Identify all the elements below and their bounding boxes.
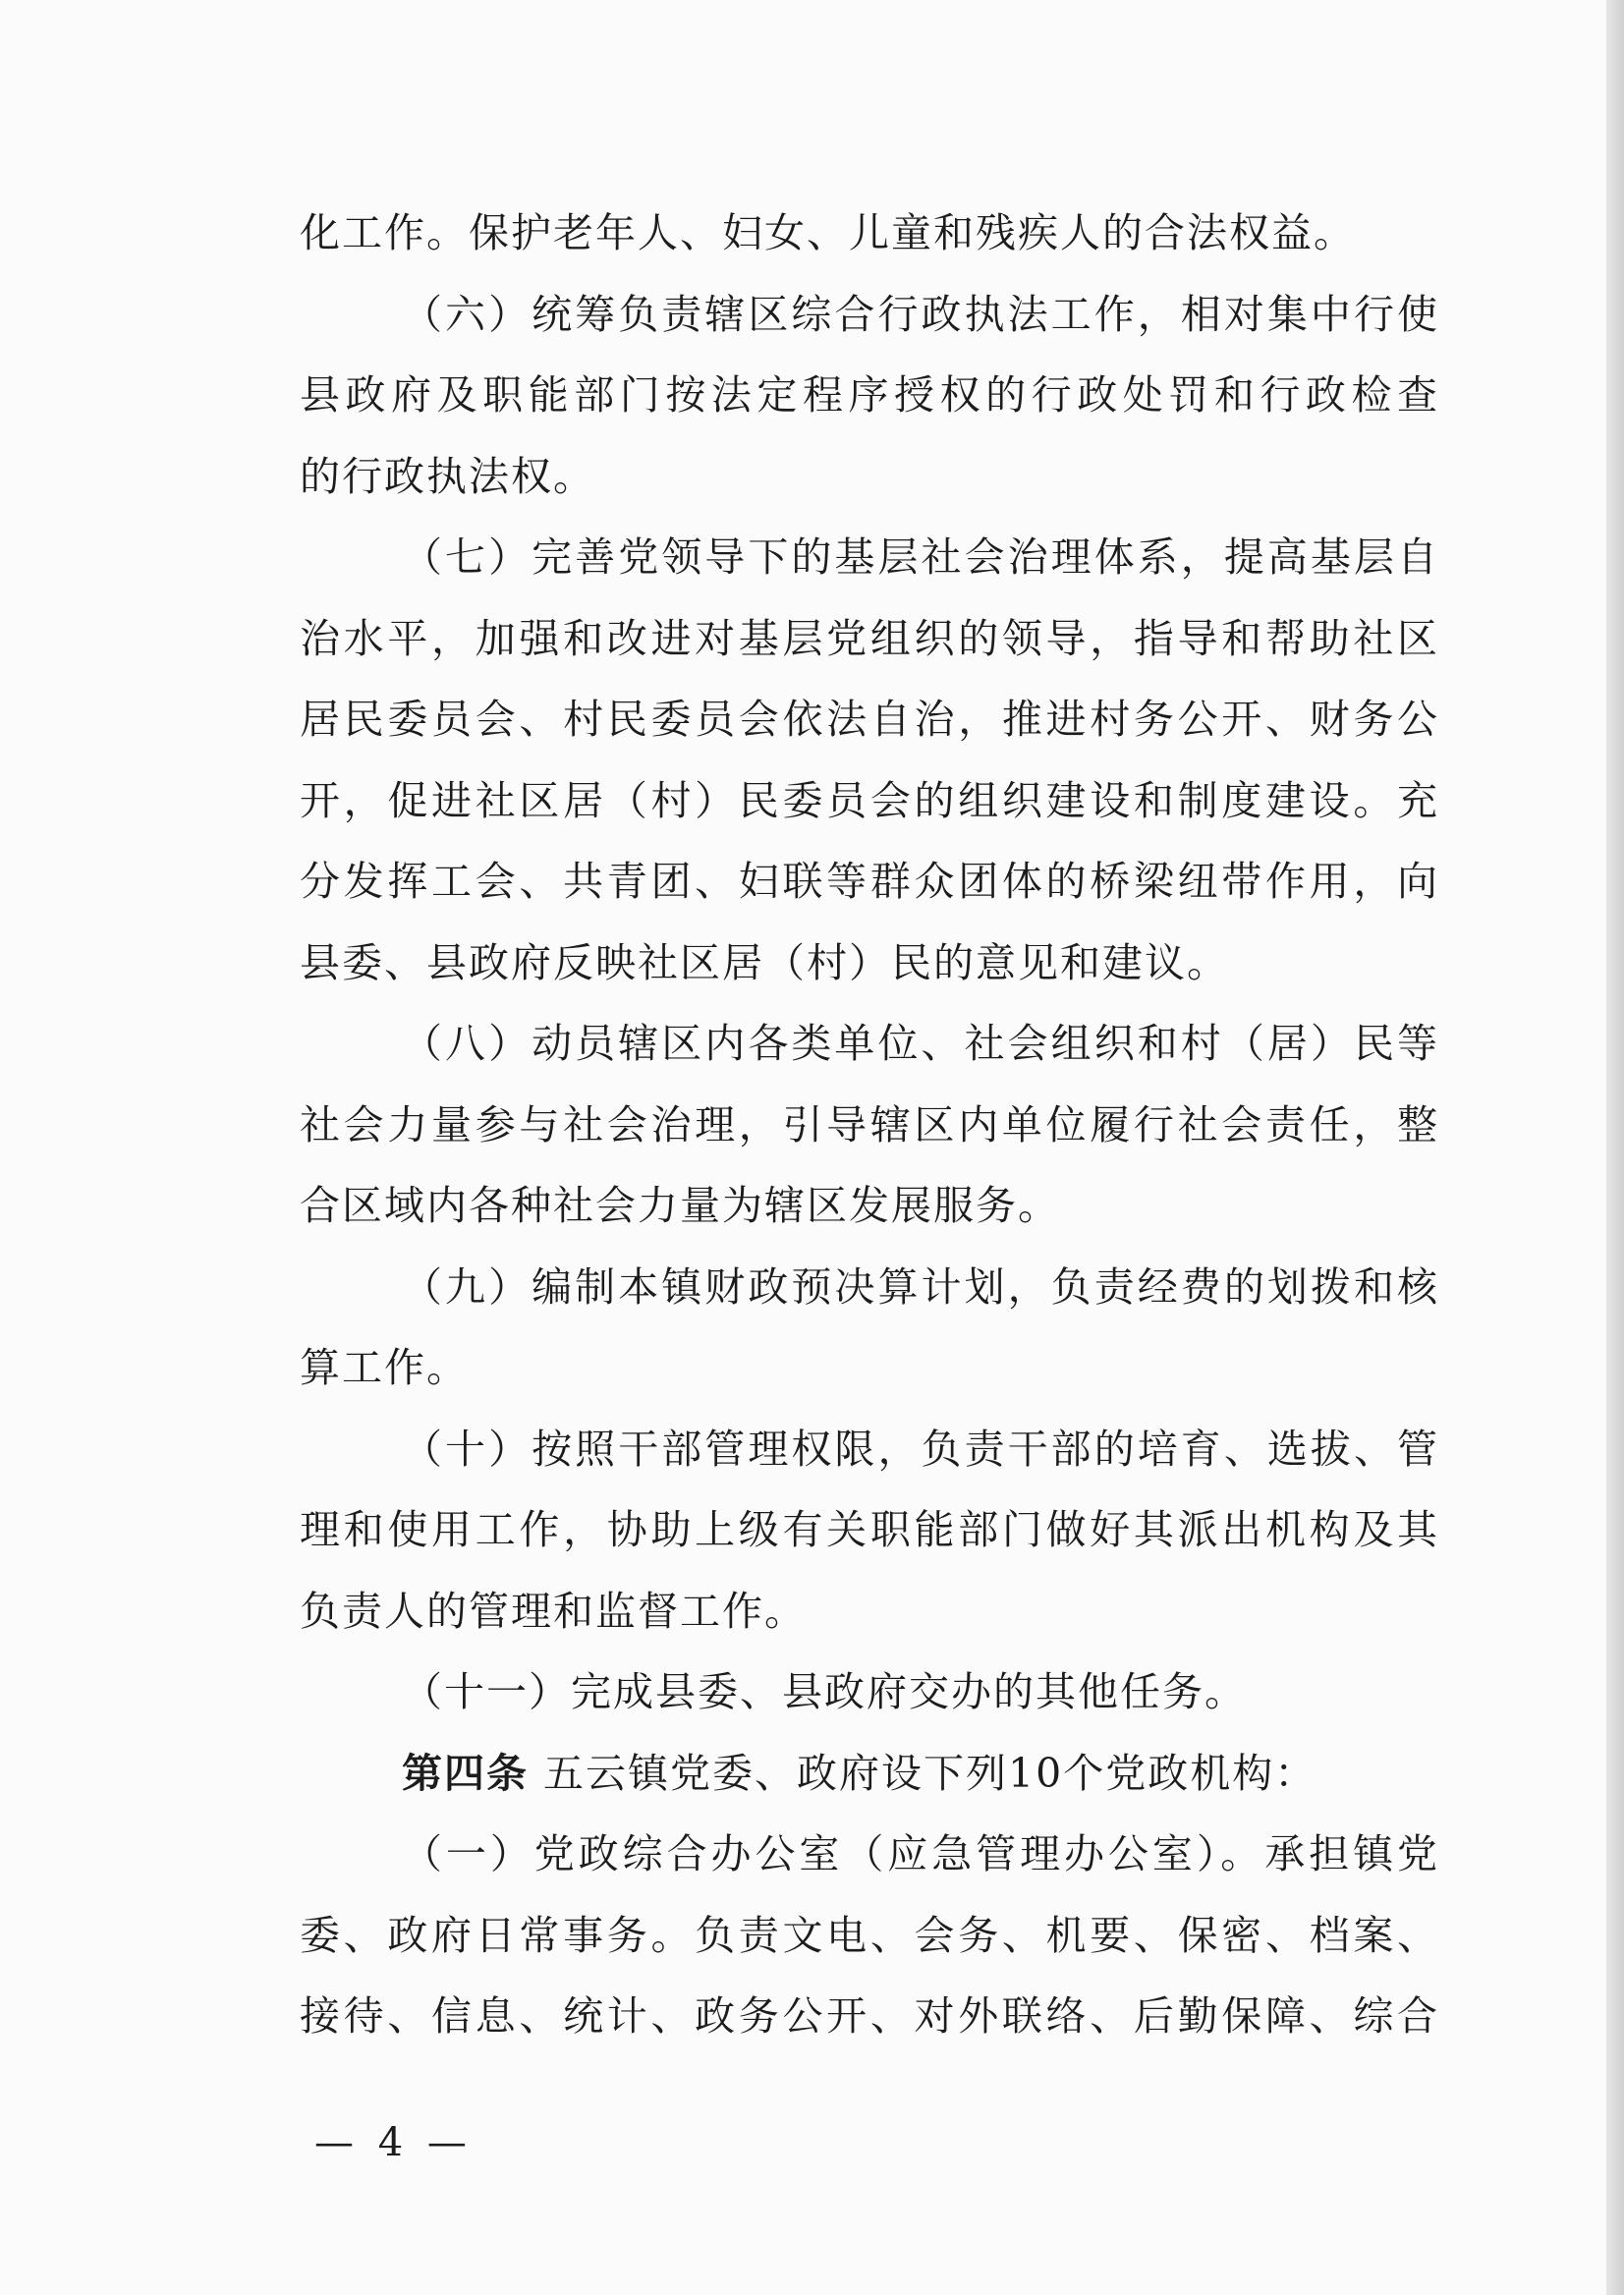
body-line: 开，促进社区居（村）民委员会的组织建设和制度建设。充 (300, 776, 1439, 824)
body-line: 委、政府日常事务。负责文电、会务、机要、保密、档案、 (300, 1911, 1439, 1959)
article-4-line (300, 1733, 1439, 1815)
body-line: （七）完善党领导下的基层社会治理体系，提高基层自 (402, 533, 1439, 581)
body-line: 算工作。 (300, 1344, 469, 1391)
body-line: （九）编制本镇财政预决算计划，负责经费的划拨和核 (402, 1262, 1439, 1311)
body-line: 分发挥工会、共青团、妇联等群众团体的桥梁纽带作用，向 (300, 858, 1439, 905)
page-number: — 4 — (314, 2120, 473, 2165)
body-line: 的行政执法权。 (300, 452, 595, 500)
body-line: 负责人的管理和监督工作。 (300, 1587, 807, 1635)
body-line: 社会力量参与社会治理，引导辖区内单位履行社会责任，整 (300, 1100, 1439, 1148)
body-line: 县委、县政府反映社区居（村）民的意见和建议。 (300, 938, 1229, 986)
document-body (300, 193, 1439, 2057)
body-line: （一）党政综合办公室（应急管理办公室）。承担镇党 (402, 1830, 1439, 1877)
body-line: （八）动员辖区内各类单位、社会组织和村（居）民等 (402, 1020, 1439, 1067)
body-line: 县政府及职能部门按法定程序授权的行政处罚和行政检查 (300, 371, 1439, 419)
body-line: 接待、信息、统计、政务公开、对外联络、后勤保障、综合 (300, 1992, 1439, 2040)
body-line: 理和使用工作，协助上级有关职能部门做好其派出机构及其 (300, 1506, 1439, 1553)
article-4-text: 五云镇党委、政府设下列10个党政机构： (543, 1749, 1317, 1797)
body-line: 治水平，加强和改进对基层党组织的领导，指导和帮助社区 (300, 614, 1439, 662)
body-line: 合区域内各种社会力量为辖区发展服务。 (300, 1182, 1060, 1229)
body-line: （十）按照干部管理权限，负责干部的培育、选拔、管 (402, 1425, 1439, 1473)
body-line: （十一）完成县委、县政府交办的其他任务。 (402, 1668, 1247, 1715)
page-binding-edge (1606, 0, 1624, 2295)
body-line: 化工作。保护老年人、妇女、儿童和残疾人的合法权益。 (300, 209, 1356, 256)
body-line: （六）统筹负责辖区综合行政执法工作，相对集中行使 (402, 290, 1439, 338)
article-4-heading: 第四条 (402, 1749, 529, 1797)
body-line: 居民委员会、村民委员会依法自治，推进村务公开、财务公 (300, 696, 1439, 743)
